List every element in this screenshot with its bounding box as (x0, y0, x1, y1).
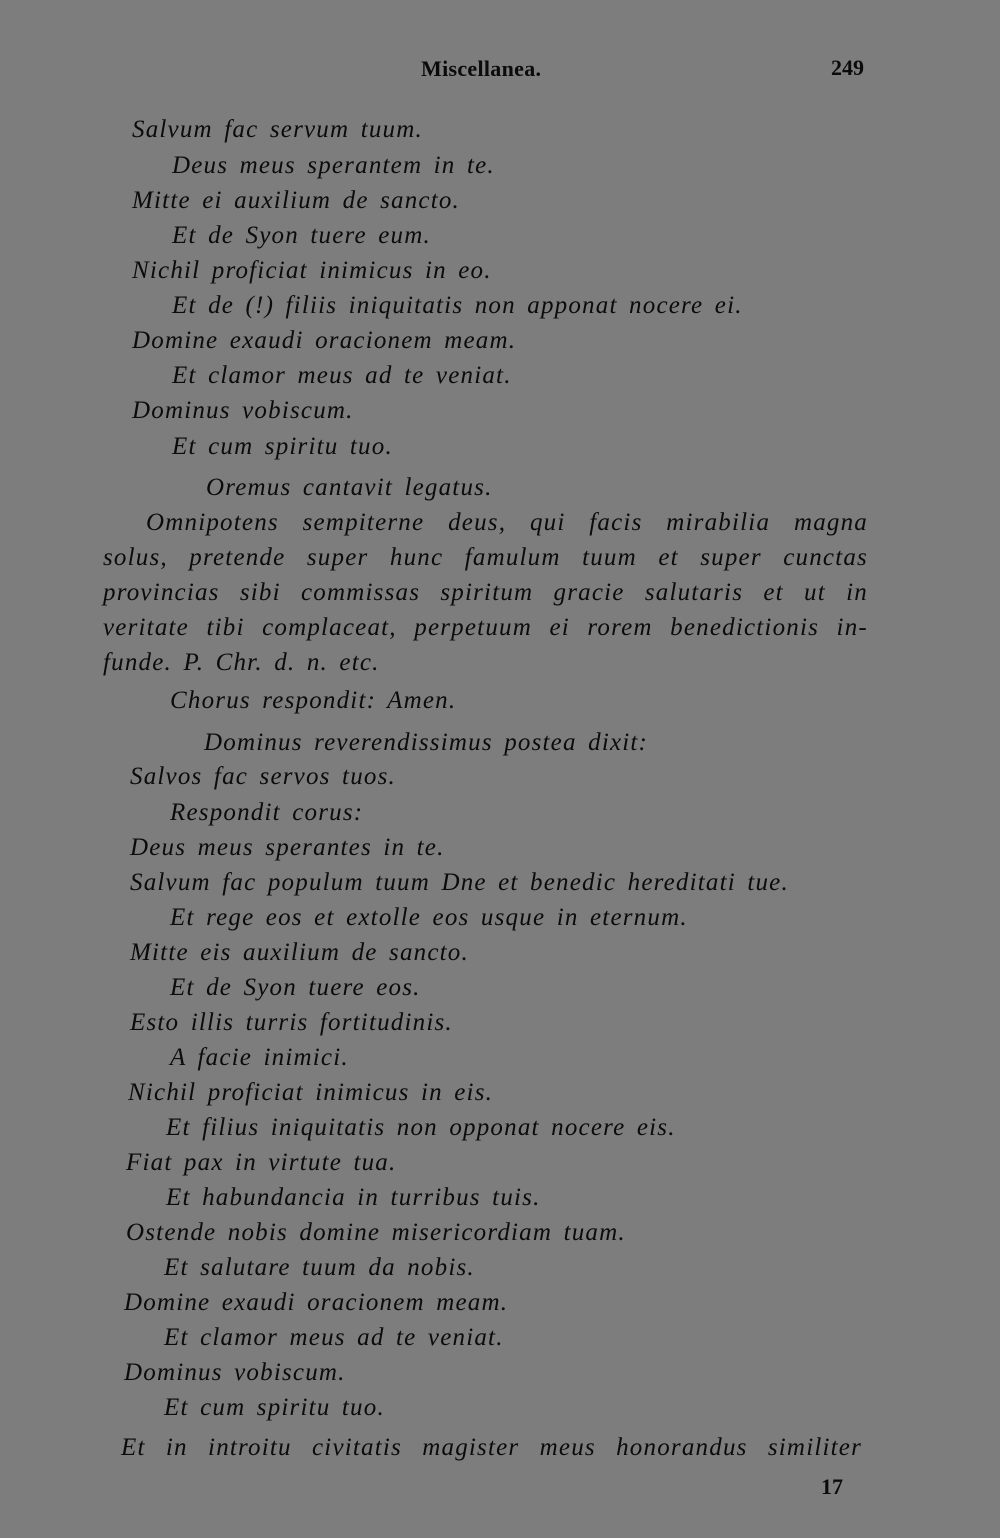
text-line: Et clamor meus ad te veniat. (164, 1324, 504, 1351)
word: mirabilia (666, 509, 771, 536)
running-title: Miscellanea. (421, 56, 542, 81)
word: rorem (587, 614, 653, 641)
word: Et (121, 1434, 146, 1461)
text-line: Et cum spiritu tuo. (164, 1394, 385, 1421)
word: facis (589, 509, 643, 536)
text-line: funde. P. Chr. d. n. etc. (103, 649, 380, 676)
text-line: Deus meus sperantem in te. (172, 152, 495, 179)
text-line: Deus meus sperantes in te. (130, 834, 445, 861)
text-line: Et de Syon tuere eos. (170, 974, 421, 1001)
text-line: Et de Syon tuere eum. (172, 222, 431, 249)
text-line: Dominus vobiscum. (132, 397, 354, 424)
word: in (165, 1434, 188, 1461)
text-line: Ostende nobis domine misericordiam tuam. (126, 1219, 626, 1246)
word: solus, (103, 544, 168, 571)
text-line: Chorus respondit: Amen. (170, 687, 457, 714)
paragraph-line (103, 613, 868, 643)
paragraph-line (103, 578, 868, 608)
text-line: Salvum fac servum tuum. (132, 116, 423, 143)
text-line: Et de (!) filiis iniquitatis non apponat nocere ei. (172, 292, 743, 319)
word: cunctas (783, 544, 868, 571)
word: super (306, 544, 369, 571)
text-line: Domine exaudi oracionem meam. (124, 1289, 509, 1316)
text-line: Et clamor meus ad te veniat. (172, 362, 512, 389)
word: qui (529, 509, 566, 536)
word: in (846, 579, 868, 606)
word: tuum (582, 544, 637, 571)
word: magna (793, 509, 868, 536)
word: introitu (208, 1434, 292, 1461)
word: salutaris (644, 579, 744, 606)
text-line: Salvum fac populum tuum Dne et benedic hereditati tue. (130, 869, 789, 896)
word: benedictionis (670, 614, 820, 641)
text-line: Et habundancia in turribus tuis. (166, 1184, 541, 1211)
text-line: Salvos fac servos tuos. (130, 763, 396, 790)
word: meus (539, 1434, 596, 1461)
text-line: Et salutare tuum da nobis. (164, 1254, 475, 1281)
signature-mark: 17 (821, 1474, 843, 1499)
text-line: Respondit corus: (170, 799, 364, 826)
word: pretende (189, 544, 286, 571)
text-line: A facie inimici. (170, 1044, 349, 1071)
text-line: Fiat pax in virtute tua. (126, 1149, 397, 1176)
word: deus, (448, 509, 507, 536)
word: sibi (239, 579, 281, 606)
word: hunc (389, 544, 444, 571)
text-line: Dominus reverendissimus postea dixit: (204, 729, 649, 756)
text-line: Dominus vobiscum. (124, 1359, 346, 1386)
page-number: 249 (831, 55, 864, 80)
word: honorandus (616, 1434, 748, 1461)
word: civitatis (312, 1434, 402, 1461)
text-line: Et rege eos et extolle eos usque in eternum. (170, 904, 688, 931)
word: commissas (300, 579, 421, 606)
paragraph-line (103, 543, 868, 573)
text-line: Esto illis turris fortitudinis. (130, 1009, 453, 1036)
paragraph-line (121, 1433, 862, 1463)
word: gracie (553, 579, 625, 606)
word: complaceat, (262, 614, 397, 641)
word: in- (836, 614, 868, 641)
word: ut (804, 579, 826, 606)
word: famulum (464, 544, 561, 571)
word: ei (549, 614, 570, 641)
text-line: Nichil proficiat inimicus in eo. (132, 257, 492, 284)
word: similiter (767, 1434, 862, 1461)
word: sempiterne (302, 509, 425, 536)
text-line: Nichil proficiat inimicus in eis. (128, 1079, 494, 1106)
text-line: Et cum spiritu tuo. (172, 433, 393, 460)
word: perpetuum (414, 614, 532, 641)
paragraph-line (146, 508, 868, 538)
word: et (763, 579, 784, 606)
text-line: Mitte ei auxilium de sancto. (132, 187, 461, 214)
word: magister (422, 1434, 520, 1461)
word: spiritum (440, 579, 534, 606)
text-line: Mitte eis auxilium de sancto. (130, 939, 469, 966)
word: tibi (206, 614, 245, 641)
text-line: Domine exaudi oracionem meam. (132, 327, 517, 354)
text-line: Et filius iniquitatis non opponat nocere eis. (166, 1114, 676, 1141)
word: et (658, 544, 679, 571)
word: provincias (103, 579, 220, 606)
word: veritate (103, 614, 189, 641)
word: super (700, 544, 762, 571)
word: Omnipotens (146, 509, 279, 536)
text-line: Oremus cantavit legatus. (206, 474, 493, 501)
